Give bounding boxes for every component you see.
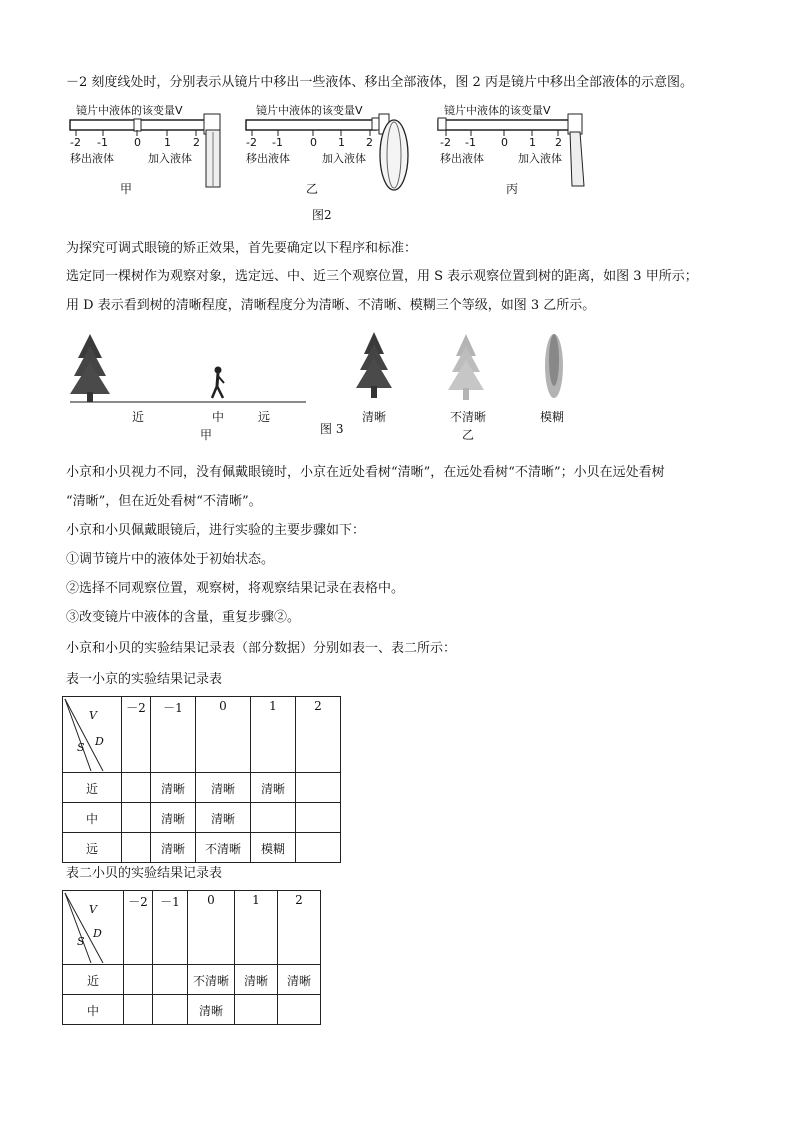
panel-label-yi: 乙 [462, 428, 475, 442]
tick-label: -1 [272, 136, 283, 149]
table-cell: 清晰 [278, 965, 321, 995]
figure-2-caption: 图2 [312, 208, 332, 222]
table-row [63, 833, 341, 863]
person-walking-icon [212, 367, 224, 398]
paragraph: 小京和小贝的实验结果记录表（部分数据）分别如表一、表二所示： [66, 641, 457, 656]
scale-title-yi: 镜片中液体的该变量V [256, 104, 363, 117]
column-header: －2 [122, 697, 151, 773]
table-cell [122, 773, 151, 803]
tick-label: 2 [366, 136, 373, 149]
unclear-tree-icon [448, 334, 484, 400]
column-header: 2 [296, 697, 341, 773]
table-cell [278, 995, 321, 1025]
corner-cell [63, 697, 122, 773]
table-1 [62, 696, 341, 863]
table-2 [62, 890, 321, 1025]
position-middle: 中 [212, 410, 225, 424]
table-cell [124, 965, 153, 995]
tick-label: 1 [529, 136, 536, 149]
paragraph: 小京和小贝视力不同，没有佩戴眼镜时，小京在近处看树“清晰”，在远处看树“不清晰”；小贝在远处看树 [66, 465, 665, 480]
tick-label: 0 [134, 136, 141, 149]
position-near: 近 [132, 410, 145, 424]
table-2-title: 表二小贝的实验结果记录表 [66, 866, 223, 881]
tree-icon [70, 334, 110, 402]
column-header: 1 [235, 891, 278, 965]
table-cell: 清晰 [188, 995, 235, 1025]
paragraph: 用 D 表示看到树的清晰程度，清晰程度分为清晰、不清晰、模糊三个等级，如图 3 乙所示。 [66, 298, 596, 313]
row-label: 远 [63, 833, 122, 863]
table-cell [122, 833, 151, 863]
table-1-title: 表一小京的实验结果记录表 [66, 672, 223, 687]
table-cell: 不清晰 [196, 833, 251, 863]
panel-label-jia: 甲 [120, 182, 133, 196]
row-label: 中 [63, 995, 124, 1025]
table-cell [296, 773, 341, 803]
table-cell [122, 803, 151, 833]
tick-label: 2 [555, 136, 562, 149]
tick-label: -2 [440, 136, 451, 149]
row-label: 近 [63, 773, 122, 803]
intro-text: －2 刻度线处时，分别表示从镜片中移出一些液体、移出全部液体，图 2 丙是镜片中移出全部液体的示意图。 [66, 75, 693, 90]
column-header: －1 [153, 891, 188, 965]
column-header: 0 [188, 891, 235, 965]
table-cell: 清晰 [196, 773, 251, 803]
corner-v: V [89, 709, 97, 722]
tick-label: 1 [164, 136, 171, 149]
add-liquid-caption: 加入液体 [518, 152, 562, 165]
tick-label: 0 [501, 136, 508, 149]
blurry-tree-icon [545, 334, 563, 398]
column-header: 0 [196, 697, 251, 773]
table-cell [251, 803, 296, 833]
table-cell [296, 833, 341, 863]
add-liquid-caption: 加入液体 [148, 152, 192, 165]
tick-label: -2 [70, 136, 81, 149]
remove-liquid-caption: 移出液体 [440, 152, 484, 165]
step-2: ②选择不同观察位置，观察树，将观察结果记录在表格中。 [66, 581, 405, 596]
table-row [63, 773, 341, 803]
tick-label: -1 [465, 136, 476, 149]
figure-3-caption: 图 3 [320, 422, 344, 436]
table-cell: 不清晰 [188, 965, 235, 995]
level-blurry: 模糊 [540, 410, 565, 424]
tick-label: -1 [97, 136, 108, 149]
table-cell [153, 965, 188, 995]
table-cell: 清晰 [151, 803, 196, 833]
row-label: 中 [63, 803, 122, 833]
scale-title-jia: 镜片中液体的该变量V [76, 104, 183, 117]
tick-label: 1 [338, 136, 345, 149]
row-label: 近 [63, 965, 124, 995]
corner-s: S [77, 935, 85, 948]
table-cell: 清晰 [196, 803, 251, 833]
figure-2 [66, 100, 606, 220]
table-row [63, 803, 341, 833]
figure-3 [66, 330, 606, 445]
column-header: －2 [124, 891, 153, 965]
paragraph: “清晰”，但在近处看树“不清晰”。 [66, 494, 262, 509]
table-cell [153, 995, 188, 1025]
panel-label-yi: 乙 [306, 182, 319, 196]
corner-cell [63, 891, 124, 965]
table-cell: 清晰 [251, 773, 296, 803]
table-row [63, 965, 321, 995]
position-far: 远 [258, 410, 271, 424]
paragraph: 小京和小贝佩戴眼镜后，进行实验的主要步骤如下： [66, 523, 366, 538]
level-clear: 清晰 [362, 410, 387, 424]
tick-label: 0 [310, 136, 317, 149]
table-row [63, 995, 321, 1025]
table-cell [296, 803, 341, 833]
corner-v: V [89, 903, 97, 916]
table-cell: 模糊 [251, 833, 296, 863]
paragraph: 为探究可调式眼镜的矫正效果，首先要确定以下程序和标准： [66, 241, 418, 256]
table-cell: 清晰 [151, 833, 196, 863]
corner-d: D [95, 735, 104, 748]
corner-d: D [93, 927, 102, 940]
corner-s: S [77, 741, 85, 754]
step-1: ①调节镜片中的液体处于初始状态。 [66, 552, 275, 567]
column-header: 2 [278, 891, 321, 965]
table-cell [235, 995, 278, 1025]
table-cell: 清晰 [151, 773, 196, 803]
add-liquid-caption: 加入液体 [322, 152, 366, 165]
tick-label: -2 [246, 136, 257, 149]
remove-liquid-caption: 移出液体 [70, 152, 114, 165]
step-3: ③改变镜片中液体的含量，重复步骤②。 [66, 610, 301, 625]
panel-label-jia: 甲 [200, 428, 213, 442]
remove-liquid-caption: 移出液体 [246, 152, 290, 165]
table-cell: 清晰 [235, 965, 278, 995]
clear-tree-icon [356, 332, 392, 398]
paragraph: 选定同一棵树作为观察对象，选定远、中、近三个观察位置，用 S 表示观察位置到树的距离，如图 3 甲所示； [66, 269, 698, 284]
level-unclear: 不清晰 [450, 410, 487, 424]
column-header: 1 [251, 697, 296, 773]
scale-title-bing: 镜片中液体的该变量V [444, 104, 551, 117]
table-cell [124, 995, 153, 1025]
tick-label: 2 [193, 136, 200, 149]
panel-label-bing: 丙 [506, 182, 519, 196]
column-header: －1 [151, 697, 196, 773]
